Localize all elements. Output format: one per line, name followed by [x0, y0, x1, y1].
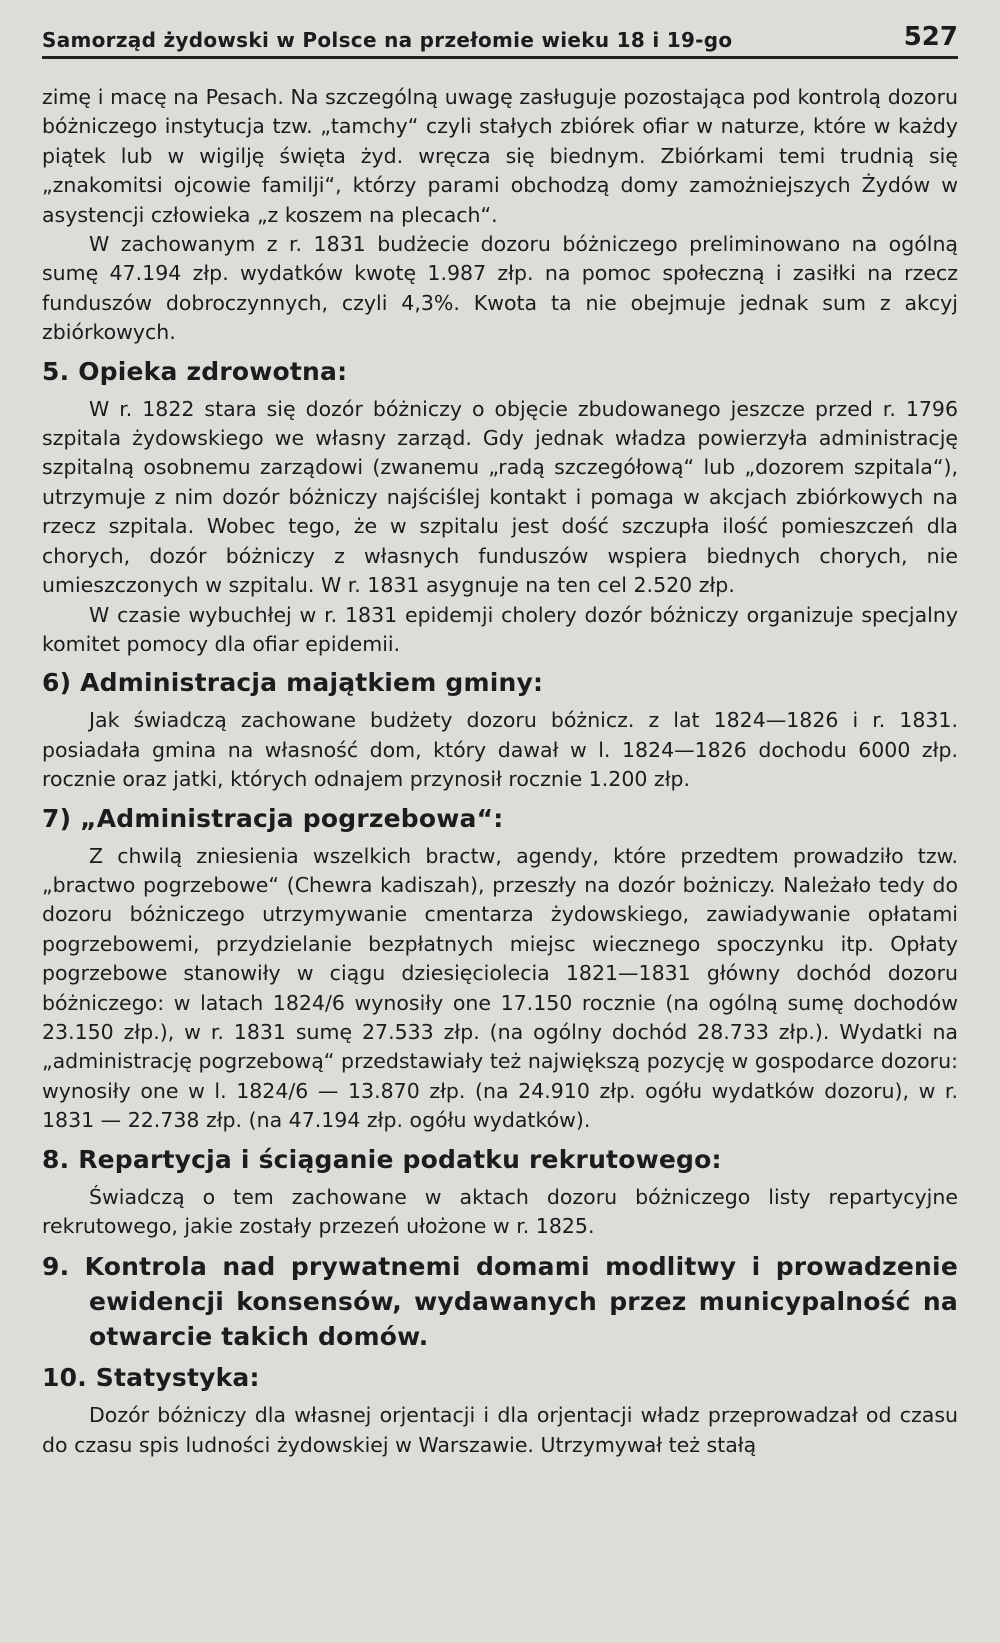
paragraph: W czasie wybuchłej w r. 1831 epidemji cholery dozór bóżniczy organizuje specjalny komitet pomocy dla ofiar epidemii.	[42, 602, 958, 656]
section-heading: 9. Kontrola nad prywatnemi domami modlitwy i prowadzenie ewidencji konsensów, wydawanych przez municypalność na otwarcie takich domów.	[42, 1252, 958, 1352]
section-heading: 8. Repartycja i ściąganie podatku rekrutowego:	[42, 1144, 722, 1174]
running-title: Samorząd żydowski w Polsce na przełomie wieku 18 i 19-go	[42, 28, 733, 52]
paragraph: Z chwilą zniesienia wszelkich bractw, agendy, które przedtem prowadziło tzw. „bractwo pogrzebowe“ (Chewra kadiszah), przeszły na dozór bożniczy. Należało tedy do dozoru bóżniczego utrzymywanie cmentarza żydowskiego, zawiadywanie opłatami pogrzebowemi, przydzielanie bezpłatnych miejsc wiecznego spoczynku itp. Opłaty pogrzebowe stanowiły w ciągu dziesięciolecia 1821—1831 główny dochód dozoru bóżniczego: w latach 1824/6 wynosiły one 17.150 rocznie (na ogólną sumę dochodów 23.150 złp.), w r. 1831 sumę 27.533 złp. (na ogólny dochód 28.733 złp.). Wydatki na „administrację pogrzebową“ przedstawiały też największą pozycję w gospodarce dozoru: wynosiły one w l. 1824/6 — 13.870 złp. (na 24.910 złp. ogółu wydatków dozoru), w r. 1831 — 22.738 złp. (na 47.194 złp. ogółu wydatków).	[42, 843, 958, 1133]
paragraph: Jak świadczą zachowane budżety dozoru bóżnicz. z lat 1824—1826 i r. 1831. posiadała gmina na własność dom, który dawał w l. 1824—1826 dochodu 6000 złp. rocznie oraz jatki, których odnajem przynosił rocznie 1.200 złp.	[42, 708, 958, 792]
paragraph: W r. 1822 stara się dozór bóżniczy o objęcie zbudowanego jeszcze przed r. 1796 szpitala żydowskiego we własny zarząd. Gdy jednak władza powierzyła administrację szpitalną osobnemu zarządowi (zwanemu „radą szczegółową“ lub „dozorem szpitala“), utrzymuje z nim dozór bóżniczy najściślej kontakt i pomaga w akcjach zbiórkowych na rzecz szpitala. Wobec tego, że w szpitalu jest dość szczupła ilość pomieszczeń dla chorych, dozór bóżniczy z własnych funduszów wspiera biednych chorych, nie umieszczonych w szpitalu. W r. 1831 asygnuje na ten cel 2.520 złp.	[42, 396, 958, 598]
section-heading: 6) Administracja majątkiem gminy:	[42, 668, 544, 698]
paragraph: Świadczą o tem zachowane w aktach dozoru bóżniczego listy repartycyjne rekrutowego, jakie zostały przezeń ułożone w r. 1825.	[42, 1184, 958, 1238]
paragraph: zimę i macę na Pesach. Na szczególną uwagę zasługuje pozostająca pod kontrolą dozoru bóżniczego instytucja tzw. „tamchy“ czyli stałych zbiórek ofiar w naturze, które w każdy piątek lub w wigilję święta żyd. wręcza się biednym. Zbiórkami temi trudnią się „znakomitsi ojcowie familji“, którzy parami obchodzą domy zamożniejszych Żydów w asystencji człowieka „z koszem na plecach“.	[42, 85, 958, 227]
section-heading: 7) „Administracja pogrzebowa“:	[42, 803, 504, 833]
paragraph: W zachowanym z r. 1831 budżecie dozoru bóżniczego preliminowano na ogólną sumę 47.194 złp. wydatków kwotę 1.987 złp. na pomoc społeczną i zasiłki na rzecz funduszów dobroczynnych, czyli 4,3%. Kwota ta nie obejmuje jednak sum z akcyj zbiórkowych.	[42, 232, 958, 345]
page-body	[42, 83, 958, 1460]
paragraph: Dozór bóżniczy dla własnej orjentacji i dla orjentacji władz przeprowadzał od czasu do czasu spis ludności żydowskiej w Warszawie. Utrzymywał też stałą	[42, 1403, 958, 1457]
page-number: 527	[903, 22, 958, 52]
section-heading: 5. Opieka zdrowotna:	[42, 356, 348, 386]
page-header	[42, 22, 958, 59]
section-heading: 10. Statystyka:	[42, 1363, 260, 1393]
